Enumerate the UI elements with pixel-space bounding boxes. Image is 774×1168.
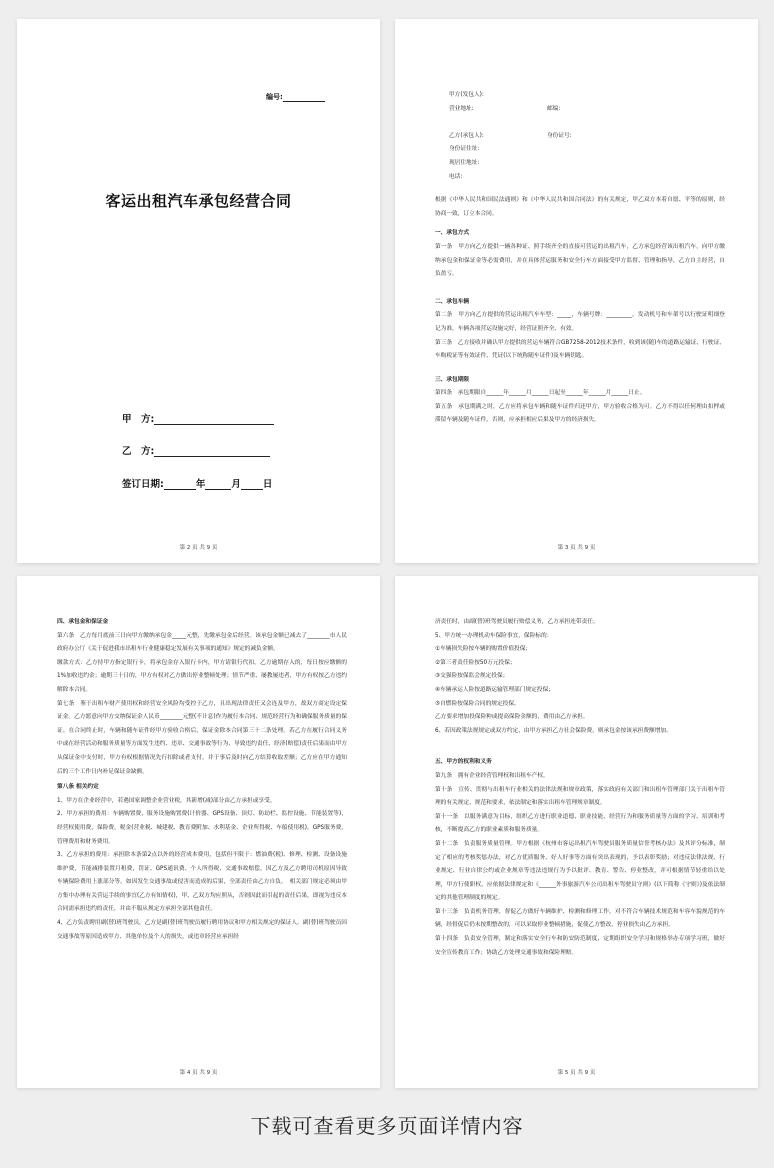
page-4 <box>17 576 380 1088</box>
info-line <box>449 89 725 103</box>
page-3-body <box>435 89 725 428</box>
info-label: 乙方(承包人): <box>449 132 484 139</box>
article-14: 第十四条 负责安全管理，制定和落实安全行车和防安防范制度，定期组织安全学习和规格举办专项学习班，做好安全宣传教育工作；协助乙方处理交通事故和保险理赔。 <box>435 936 725 956</box>
info-label: 现居住地址: <box>449 159 480 166</box>
page-5 <box>395 576 758 1088</box>
party-a-blank <box>154 414 274 425</box>
info-line <box>449 157 725 171</box>
info-line <box>449 171 725 185</box>
party-b-blank <box>154 446 270 457</box>
clause-3: 3、乙方承担的费用：承担除本条第2点以外的经营成本费用，包括但不限于：燃油费(税)、修理、检测、设备设施维护费，节能减排装置月租费，罚证、GPS通讯费、个人所得税、交通事故赔偿，因乙方及乙方聘用司机原因导致车辆保险费用上涨部分等。如因发生交通事故或侵害而造成的后果，全部责任由乙方自负。 相关部门规定必须由甲方集中办理有关营运手续的事宜(乙方有知情权)，甲、乙双方均应照从，否则因此而引起的责任后果，即视为违反本合同需承担违约的责任，并由不服从规定方承担全部其他责任。 <box>57 852 347 913</box>
insurance-item: ④车辆承运人险按道路运输管理部门规定投保； <box>435 686 554 693</box>
article-11: 第十一条 以服务满意为目标，组织乙方进行职业道德、职业技能、经营行为和服务质量等方面的学习、培训和考核，不断提高乙方的职业素质和服务质量。 <box>435 813 725 834</box>
info-line <box>449 116 725 130</box>
info-label: 邮编: <box>547 105 561 112</box>
party-b-line <box>122 443 270 457</box>
article-3: 第三条 乙方接收并确认甲方提供的营运车辆符合GB7258-2012技术条件，收到该(随)车的道路运输证、行驶证、车购税证等有效证件、凭证(以下统称随车证件)及车辆钥匙。 <box>435 339 725 360</box>
party-a-label: 甲 方: <box>122 414 155 425</box>
info-line <box>449 103 725 117</box>
article-6: 第六条 乙方每月底前三日向甲方缴纳承包金_____元整，先缴承包金后经营。该承包金额已减去了________市人民政府办公厅《关于促进我市出租车行业健康稳定发展有关事项的通知》规定的减负金额。 <box>57 632 347 653</box>
clause-4: 4、乙方负责聘用副(替)班驾驶员，乙方是副(替)班驾驶员履行聘用协议和甲方相关规定的保证人。副(替)班驾驶员因交通事故等原因造成甲方、其他单位及个人的损失，或违章经营应承担经 <box>57 920 347 940</box>
page-footer: 第 4 页 共 9 页 <box>179 1070 218 1076</box>
clause-1: 1、甲方在企业经营中，若遇国家调整企业营业税，其新增(减)部分由乙方承担或享受。 <box>57 797 276 804</box>
section-title: 二、承包车辆 <box>435 298 470 305</box>
party-info-block <box>435 89 725 184</box>
party-a-line <box>122 411 274 425</box>
section-title: 三、承包期限 <box>435 376 470 383</box>
day-blank <box>241 479 263 490</box>
page-3 <box>395 19 758 563</box>
sign-date-line <box>122 476 272 490</box>
insurance-note: 乙方要求增加投保险种或提高保险金额的，费用由乙方承担。 <box>435 714 589 721</box>
insurance-list <box>435 643 725 711</box>
info-line <box>449 143 725 157</box>
section-title: 四、承包金和保证金 <box>57 619 109 625</box>
article-2: 第二条 甲方向乙方提供的营运出租汽车车型：_____，车辆号牌：_________，发动机号和车架号以行驶证明细登记为准，车辆各项营运设施完好，经营证照齐全、有效。 <box>435 312 725 332</box>
page-cover <box>17 19 380 563</box>
article-13: 第十三条 负责机务管理，督促乙方做好车辆维护、检测和修理工作，对不符合车辆技术规范和车容车貌规范的车辆，经督促后仍未按期整改的，可以采取停业整顿措施，促使乙方整改，停业损失由乙方承担。 <box>435 908 725 929</box>
page-footer: 第 2 页 共 9 页 <box>179 545 218 551</box>
info-line <box>449 130 725 144</box>
month-blank <box>205 479 231 490</box>
month-label: 月 <box>231 479 241 490</box>
page-4-body <box>57 616 347 944</box>
sign-date-label: 签订日期: <box>122 479 164 490</box>
party-b-label: 乙 方: <box>122 446 155 457</box>
payment-method: 缴款方式：乙方持甲方指定银行卡，将承包金存入银行卡内，甲方请银行代扣。乙方逾期存入的，每日按应缴额的1%加收违约金；逾期三十日的，甲方有权对乙方做出停业整顿处理；情节严重、屡教屡违者，甲方有权按乙方违约解除本合同。 <box>57 659 347 693</box>
contract-number <box>266 92 325 102</box>
article-4: 第四条 承包期限自______年______月______日起至______年______月______日止。 <box>435 390 646 397</box>
article-10: 第十条 宣传、贯彻与出租车行业相关的法律法规和规章政策，落实政府有关部门和出租车管理部门关于出租车管理的有关规定、规范和要求，依法制定和落实出租车管理规章制度。 <box>435 786 725 807</box>
article-9: 第九条 拥有企业经营管理权和出租车产权。 <box>435 772 549 779</box>
article-12: 第十二条 负责服务质量管理。甲方根据《杭州市客运出租汽车驾驶员服务质量信誉考核办法》及其评分标准，制定了相应的考核奖惩办法，对乙方优质服务、好人好事等方面有突出表现的，予以表彰奖励；对违反法律法规、行业规定、行业自律公约或企业规章等违法违规行为予以批评、教育、警告、停业整改，并可根据情节轻重给以处理，甲方行使职权，应依据法律规定和《______外事旅游汽车公司出租车驾驶员守则》(以下简称《守则》)及依法制定的其他管理制度的规定。 <box>435 840 725 902</box>
continued-text: 济责任时，由副(替)班驾驶员履行赔偿义务，乙方承担连带责任。 <box>435 619 599 625</box>
contract-title: 客运出租汽车承包经营合同 <box>105 192 292 210</box>
article-7: 第七条 鉴于出租车财产使用权和经营安全风险均受控于乙方，且出现法律责任又会连及甲方，故双方商定设定保证金。乙方愿意向甲方交纳保证金人民币________元整(不计息)作为履行本合同、规范经营行为和确保服务质量的保证。在合同终止时，车辆和随车证件经甲方验收合格后，保证金除本合同第三十二条处理。若乙方在履行合同义务中或在经营活动和服务质量等方面发生违约、违章、交通事故等行为，导致违约责任、经济(赔偿)责任后果而由甲方从保证金中支付时，甲方有权根据情况先行扣除或者支付，并于事后及时向乙方结算收取差额；乙方应在甲方通知后的三个工作日内补足保证金缺额。 <box>57 700 347 775</box>
insurance-item: ⑤自燃险按保险合同的规定投保。 <box>435 700 520 707</box>
page-5-body <box>435 616 725 960</box>
article-8-title: 第八条 相关约定 <box>57 784 99 791</box>
section-title: 一、承包方式 <box>435 230 470 237</box>
section-title: 五、甲方的权利和义务 <box>435 759 492 766</box>
page-footer: 第 5 页 共 9 页 <box>557 1070 596 1076</box>
info-label: 电话: <box>449 173 463 180</box>
insurance-item: ①车辆损失险按车辆的购置价值投保； <box>435 646 532 653</box>
clause-5: 5、甲方统一办理机动车保险事宜，保险标的： <box>435 632 553 639</box>
contract-number-blank <box>283 93 325 102</box>
info-label: 身份证号: <box>547 132 572 139</box>
download-caption[interactable]: 下载可查看更多页面详情内容 <box>250 1114 524 1138</box>
insurance-item: ②第三者责任险按50万元投保； <box>435 659 516 666</box>
article-5: 第五条 承包期满之时，乙方应将承包车辆和随车证件归还甲方，甲方验收合格为可。乙方不得以任何理由扣押或滞留车辆及随车证件，否则，应承担相应后果及甲方的经济损失。 <box>435 403 725 424</box>
page-footer: 第 3 页 共 9 页 <box>557 545 596 551</box>
day-label: 日 <box>262 479 273 490</box>
year-label: 年 <box>195 479 206 490</box>
intro-paragraph: 根据《中华人民共和国民法通则》和《中华人民共和国合同法》的有关规定，甲乙双方本着自愿、平等的原则，经协商一致，订立本合同。 <box>435 197 725 217</box>
info-label: 甲方(发包人): <box>449 92 484 98</box>
year-blank <box>164 479 196 490</box>
clause-2: 2、甲方承担的费用：车辆购置费、服务设施购置费(计价器、GPS设备、顶灯、防劫栏、监控设施、节能装置等)，经营权使用费，保险费，税金(营业税、城建税、教育费附加、水利基金、企业所得税、车船使用税)，GPS服务费，管理费用和财务费用。 <box>57 811 347 845</box>
contract-number-label: 编号: <box>266 93 283 101</box>
info-label: 身份证住址: <box>449 146 480 153</box>
article-1: 第一条 甲方向乙方提供一辆各种证、照手续齐全的直接可营运的出租汽车，乙方承包经营该出租汽车，向甲方缴纳承包金和保证金等必需费用，并在具体营运服务和安全行车方面接受甲方监督、管理和指导，乙方自主经营，自负盈亏。 <box>435 243 725 278</box>
info-label: 营业地址: <box>449 105 474 112</box>
insurance-item: ③交强险按保监会规定投保； <box>435 673 509 680</box>
clause-6: 6、若因政策法规规定或双方约定，由甲方承担乙方社会保险费，则承包金按该承担费额增加。 <box>435 727 672 734</box>
